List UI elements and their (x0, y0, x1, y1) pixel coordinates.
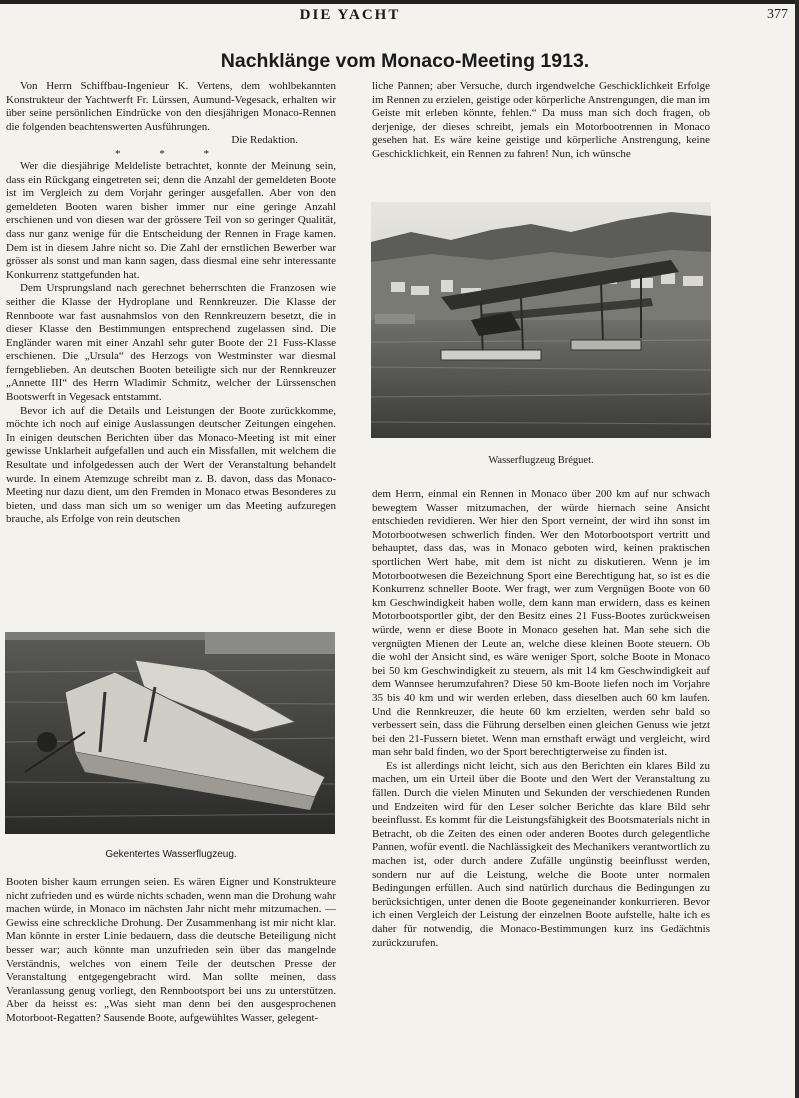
photo-capsized-seaplane (5, 632, 335, 834)
paragraph: Es ist allerdings nicht leicht, sich aus den Berichten ein klares Bild zu machen, um ein Urteil über die Boote und den Wert der Veranstaltung zu fällen. Durch die vielen Minuten und Sekunden der verschiedenen Runden und Endzeiten wird für den Leser solcher Berichte das klare Bild sehr beeinflusst. Es kommt für die Leistungsfähigkeit des Bootsmaterials nicht in Betracht, ob die Zeiten des einen oder anderen Bootes durch gelegentliche Pannen, wofür eventl. die Nachlässigkeit des Mechanikers verantwortlich zu machen ist, oder durch andere Zufälle ungünstig beeinflusst werden, sondern nur auf die Leistung, welche die Boote unter normalen Bedingungen erfüllen. Auch sind natürlich durchaus die Bedingungen zu berücksichtigen, unter denen die Boote gegeneinander konkurrieren. Bevor ich einen Vergleich der Leistung der einzelnen Boote aufstelle, halte ich es daher für notwendig, die Monaco-Bestimmungen kurz ins Gedächtnis zurückzurufen. (372, 759, 710, 949)
top-rule (0, 0, 799, 4)
left-column-top (6, 80, 336, 527)
section-stars: * * * (115, 147, 227, 160)
left-column-bottom (6, 876, 336, 1026)
paragraph: Booten bisher kaum errungen seien. Es wären Eigner und Konstrukteure nicht zufrieden und es würde nichts schaden, wenn man die Drohung wahr machen würde, in Monaco im nächsten Jahr nicht mehr mitzumachen. — Gewiss eine schreckliche Drohung. Der Zusammenhang ist mir nicht klar. Man könnte in erster Linie bedauern, dass die deutsche Beteiligung nicht besser war; auch könnte man unzufrieden sein über das mangelnde Verständnis, welches von einem Teile der deutschen Presse der Veranstaltung entgegengebracht wird. Man sollte meinen, dass Veranlassung genug vorliegt, den Rennbootsport bei uns zu unterstützen. Aber da heisst es: „Was sieht man denn bei den ausgesprochenen Motorboot-Regatten? Sausende Boote, aufgewühltes Wasser, gelegent- (6, 876, 336, 1024)
breguet-seaplane-image (371, 202, 711, 438)
page-edge-shadow (795, 0, 799, 1098)
paragraph: Bevor ich auf die Details und Leistungen der Boote zurückkomme, möchte ich noch auf einige Auslassungen deutscher Zeitungen eingehen. In einigen deutschen Berichten über das Monaco-Meeting ist mit einer gewisse Unklarheit aufgefallen und auch ein Missfallen, mit welchem die Resultate und infolgedessen auch der Wert der Veranstaltung behandelt wurde. In einem Atemzuge schreibt man z. B. davon, dass das Monaco-Meeting nur dazu dient, um den Fremden in Monaco etwas Besonderes zu bieten, und dass man sich um so weniger um das Meeting aufzuregen brauche, als Erfolge von rein deutschen (6, 404, 336, 526)
paragraph: liche Pannen; aber Versuche, durch irgendwelche Geschicklichkeit Erfolge im Rennen zu erzielen, geistige oder körperliche Anstrengungen, die man im Geiste mit erleben könnte, fehlen.“ Da muss man sich doch fragen, ob derjenige, der dieses schreibt, jemals ein Motorbootrennen in Monaco gesehen hat. Es wäre keine geistige und körperliche Anstrengung, keine Geschicklichkeit, ein Rennen zu fahren! Nun, ich wünsche (372, 80, 710, 160)
paragraph: dem Herrn, einmal ein Rennen in Monaco über 200 km auf nur schwach bewegtem Wasser mitzumachen, der würde hiernach seine Ansicht entschieden revidieren. Wer hier den Sport verneint, der wird ihn sonst im Motorbootwesen schwerlich finden. Wer den Motorbootsport vertritt und behauptet, dass das, was in Monaco geboten wird, keinen praktischen sportlichen Wert habe, mit dem ist nicht zu diskutieren. Wenn je im Motorbootwesen die Bezeichnung Sport eine Berechtigung hat, so ist es die Konkurrenz schneller Boote. Wer fragt, wer zum Vergnügen Boote von 60 km Geschwindigkeit haben wolle, dem kann man erwidern, dass es keinen Motorbootsportler gibt, der den Besitz eines 21 Fuss-Bootes zurückweisen würde, wenn er diese Boote in Monaco gesehen hat. Man sehe sich die vergnügten Mienen der Leute an, welche diese kleinen Boote steuern. Ob die wohl der Ansicht sind, es wäre weniger Sport, solche Boote in Monaco bei 50 km Geschwindigkeit zu steuern, als mit 14 km Geschwindigkeit auf dem Wannsee herumzufahren? Diese 50 km-Boote liefen noch im Vorjahre 35 bis 40 km und wir werden erleben, dass dieselben auch 60 km laufen. Und die Rennkreuzer, die heute 60 km erzielten, werden sehr bald so verbessert sein, dass die Führung derselben einen gleichen Genuss wie jetzt bei den 21-Fussern bietet. Wenn man ernsthaft erwägt und vergleicht, wird man sehr bald finden, wo der Sport berechtigterweise zu finden ist. (372, 488, 710, 759)
right-column-bottom (372, 488, 710, 950)
breguet-caption: Wasserflugzeug Bréguet. (488, 455, 594, 466)
running-title: DIE YACHT (299, 7, 401, 23)
editor-intro: Von Herrn Schiffbau-Ingenieur K. Vertens, dem wohlbekannten Konstrukteur der Yachtwerft Fr. Lürssen, Aumund-Vegesack, erhalten wir über seine persönlichen Eindrücke von den diesjährigen Monaco-Rennen die folgenden beachtenswerten Ausführungen. (6, 80, 336, 133)
paragraph: Wer die diesjährige Meldeliste betrachtet, konnte der Meinung sein, dass ein Rückgang eingetreten sei; denn die Anzahl der gemeldeten Boote ist im Vergleich zu dem Vorjahr geringer ausgefallen. Aber von den gemeldeten Booten waren bisher immer nur eine geringe Anzahl erschienen und von diesen war der grössere Teil von so geringer Qualität, dass nur ganz wenige für die Entscheidung der Rennen in Frage kamen. Dem ist in diesem Jahre nicht so. Die Zahl der ernstlichen Bewerber war grösser als sonst und man kann sagen, dass diesmal eine sehr interessante Konkurrenz stattgefunden hat. (6, 159, 336, 281)
capsized-caption: Gekentertes Wasserflugzeug. (105, 849, 237, 860)
article-title: Nachklänge vom Monaco-Meeting 1913. (220, 50, 590, 72)
right-column-top (372, 80, 710, 162)
capsized-seaplane-image (5, 632, 335, 834)
photo-breguet-seaplane (371, 202, 711, 438)
paragraph: Dem Ursprungsland nach gerechnet beherrschten die Franzosen wie seither die Klasse der Hydroplane und Rennkreuzer. Die Klasse der Rennboote war fast ausnahmslos von den Rennkreuzern besetzt, die in dieser Klasse den Bestimmungen entsprechend zugelassen sind. Die Engländer waren mit einer Anzahl sehr guter Boote der 21 Fuss-Klasse erschienen. Die „Ursula“ des Herzogs von Westminster war diesmal ferngeblieben. An deutschen Booten beteiligte sich nur der Rennkreuzer „Annette III“ des Herrn Wladimir Schmitz, welcher der Lürssenschen Bootswerft in Vegesack entstammt. (6, 282, 336, 404)
editor-signature: Die Redaktion. (231, 134, 298, 147)
page-number: 377 (767, 7, 788, 22)
